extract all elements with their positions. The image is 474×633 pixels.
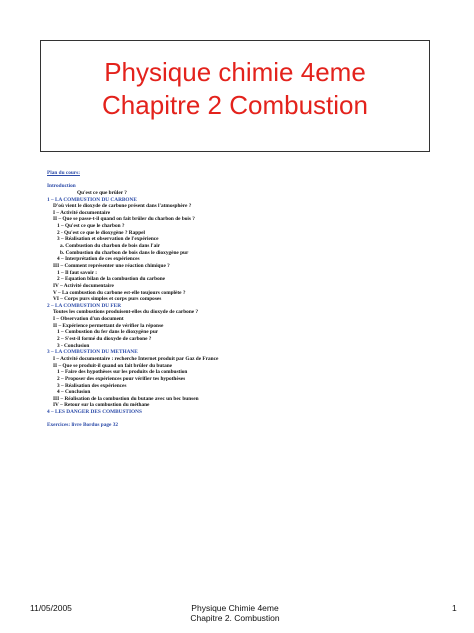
plan-item-text: 3 – Réalisation des expériences [57,382,127,389]
plan-item [47,170,457,177]
plan-item [47,383,457,390]
plan-item [47,263,457,270]
plan-item [47,276,457,283]
title-line-2: Chapitre 2 Combustion [102,90,368,120]
plan-item-text: 4 – Interprétation de ces expériences [57,256,140,263]
plan-item-text: Exercices: livre Bordus page 32 [47,422,119,429]
plan-item [47,369,457,376]
footer-title-line-1: Physique Chimie 4eme [191,603,279,613]
plan-item [47,389,457,396]
plan-item-text: IV – Retour sur la combustion du méthane [53,402,150,409]
plan-item [47,197,457,204]
plan-item-text: II – Que se produit-il quand on fait brûler du butane [53,362,173,369]
plan-item-text: 2 - Qu'est ce que le dioxygène ? Rappel [57,229,145,236]
plan-item [47,290,457,297]
plan-item-text: 3 - Conclusion [57,342,90,349]
plan-item [47,230,457,237]
plan-item-text: I – Activité documentaire : recherche Internet produit par Gaz de France [53,355,219,362]
plan-item [47,270,457,277]
plan-item-text: Plan du cours: [47,170,80,176]
title-box [40,40,430,152]
plan-item [47,363,457,370]
plan-item [47,210,457,217]
plan-spacer [47,177,457,184]
plan-item [47,183,457,190]
plan-item-text: 1 – Il faut savoir : [57,269,98,276]
plan-item [47,349,457,356]
plan-item-text: D'où vient le dioxyde de carbone présent dans l'atmosphère ? [53,203,192,210]
plan-item-text: Toutes les combustions produisent-elles du dioxyde de carbone ? [53,309,199,316]
plan-item-text: 3 – LA COMBUSTION DU METHANE [47,349,138,356]
plan-item [47,422,457,429]
plan-item [47,216,457,223]
plan-item-text: I – Observation d'un document [53,316,124,323]
plan-item-text: Qu'est ce que brûler ? [77,189,127,196]
plan-item-text: Introduction [47,183,76,190]
plan-item-text: II – Expérience permettant de vérifier la réponse [53,322,164,329]
course-plan [47,170,457,429]
plan-item-text: 2 – Proposer des expériences pour vérifier tes hypothèses [57,375,186,382]
plan-item [47,356,457,363]
plan-item [47,190,457,197]
plan-item [47,303,457,310]
title-line-1: Physique chimie 4eme [104,57,366,87]
plan-item [47,396,457,403]
footer-title-line-2: Chapitre 2. Combustion [190,613,280,623]
plan-item [47,236,457,243]
plan-spacer [47,416,457,423]
plan-item [47,283,457,290]
plan-item-text: II – Que se passe-t-il quand on fait brûler du charbon de bois ? [53,216,195,223]
plan-item [47,296,457,303]
plan-item-text: 2 – S'est-il formé du dioxyde de carbone ? [57,336,152,343]
plan-item-text: VI – Corps purs simples et corps purs composes [53,296,162,303]
plan-item-text: V – La combustion du carbone est-elle toujours complète ? [53,289,186,296]
plan-item-text: III – Comment représenter une réaction chimique ? [53,262,170,269]
plan-item [47,250,457,257]
plan-item-text: b. Combustion du charbon de bois dans le dioxygène pur [60,249,189,256]
plan-item [47,402,457,409]
plan-item-text: 1 – Combustion du fer dans le dioxygène pur [57,329,159,336]
plan-item [47,376,457,383]
footer-date: 11/05/2005 [30,603,72,613]
plan-item [47,329,457,336]
plan-item [47,256,457,263]
plan-item-text: 2 – Equation bilan de la combustion du carbone [57,276,166,283]
plan-item [47,323,457,330]
plan-item [47,409,457,416]
plan-item [47,343,457,350]
plan-item [47,243,457,250]
footer-page-number: 1 [452,603,457,613]
footer-title [170,603,300,623]
plan-item-text: 4 – Conclusion [57,389,91,396]
plan-item [47,309,457,316]
plan-item-text: 1 – Qu'est ce que le charbon ? [57,223,125,230]
plan-item-text: 2 – LA COMBUSTION DU FER [47,302,122,309]
plan-item-text: 4 – LES DANGER DES COMBUSTIONS [47,409,142,416]
plan-item-text: I – Activité documentaire [53,209,111,216]
plan-item [47,336,457,343]
plan-item [47,316,457,323]
plan-item-text: 1 – LA COMBUSTION DU CARBONE [47,196,137,203]
plan-item-text: 1 – Faire des hypothèses sur les produits de la combustion [57,369,188,376]
plan-item-text: IV – Activité documentaire [53,282,114,289]
plan-item-text: a. Combustion du charbon de bois dans l'air [60,243,161,250]
plan-item [47,203,457,210]
plan-item [47,223,457,230]
plan-item-text: III – Réalisation de la combustion du butane avec un bec bunsen [53,395,199,402]
plan-item-text: 3 – Réalisation et observation de l'expérience [57,236,159,243]
